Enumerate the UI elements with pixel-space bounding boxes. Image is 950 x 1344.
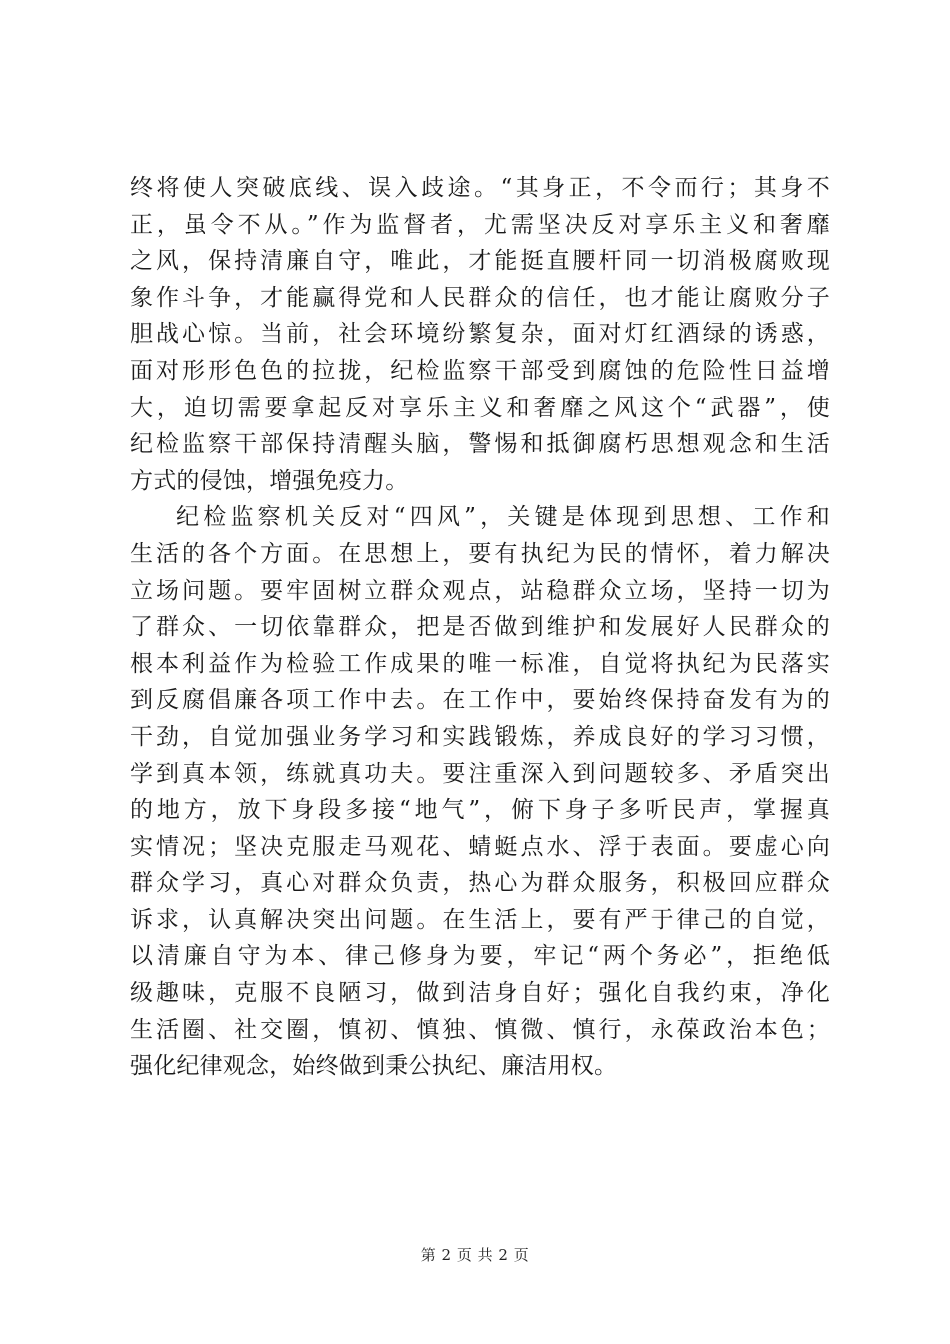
text-line: 实情况；坚决克服走马观花、蜻蜓点水、浮于表面。要虚心向 — [130, 833, 830, 860]
text-line: 了群众、一切依靠群众，把是否做到维护和发展好人民群众的 — [130, 614, 830, 641]
text-line: 终将使人突破底线、误入歧途。“其身正，不令而行；其身不 — [130, 175, 830, 201]
text-line: 立场问题。要牢固树立群众观点，站稳群众立场，坚持一切为 — [130, 577, 830, 604]
body-text — [130, 170, 830, 1085]
text-line: 象作斗争，才能赢得党和人民群众的信任，也才能让腐败分子 — [130, 284, 830, 311]
text-line: 面对形形色色的拉拢，纪检监察干部受到腐蚀的危险性日益增 — [130, 357, 830, 384]
text-line: 方式的侵蚀，增强免疫力。 — [130, 467, 409, 494]
text-line: 强化纪律观念，始终做到秉公执纪、廉洁用权。 — [130, 1053, 618, 1080]
text-line: 学到真本领，练就真功夫。要注重深入到问题较多、矛盾突出 — [130, 760, 830, 787]
text-line: 诉求，认真解决突出问题。在生活上，要有严于律己的自觉， — [130, 906, 830, 933]
page-number-label: 第 2 页 共 2 页 — [420, 1246, 530, 1264]
text-line: 的地方，放下身段多接“地气”，俯下身子多听民声，掌握真 — [130, 797, 830, 824]
text-line: 胆战心惊。当前，社会环境纷繁复杂，面对灯红酒绿的诱惑， — [130, 321, 830, 348]
text-line: 生活的各个方面。在思想上，要有执纪为民的情怀，着力解决 — [130, 540, 830, 567]
text-line: 级趣味，克服不良陋习，做到洁身自好；强化自我约束，净化 — [130, 980, 830, 1007]
text-line: 纪检监察机关反对“四风”，关键是体现到思想、工作和 — [176, 504, 830, 531]
text-line: 正，虽令不从。”作为监督者，尤需坚决反对享乐主义和奢靡 — [130, 211, 830, 238]
page-footer — [0, 1244, 950, 1265]
text-line: 以清廉自守为本、律己修身为要，牢记“两个务必”，拒绝低 — [130, 943, 830, 970]
text-line: 生活圈、社交圈，慎初、慎独、慎微、慎行，永葆政治本色； — [130, 1016, 830, 1043]
text-line: 群众学习，真心对群众负责，热心为群众服务，积极回应群众 — [130, 870, 830, 897]
text-line: 大，迫切需要拿起反对享乐主义和奢靡之风这个“武器”，使 — [130, 394, 830, 421]
text-line: 干劲，自觉加强业务学习和实践锻炼，养成良好的学习习惯， — [130, 723, 830, 750]
text-line: 之风，保持清廉自守，唯此，才能挺直腰杆同一切消极腐败现 — [130, 248, 830, 275]
text-line: 到反腐倡廉各项工作中去。在工作中，要始终保持奋发有为的 — [130, 687, 830, 714]
text-line: 根本利益作为检验工作成果的唯一标准，自觉将执纪为民落实 — [130, 650, 830, 677]
text-line: 纪检监察干部保持清醒头脑，警惕和抵御腐朽思想观念和生活 — [130, 431, 830, 458]
